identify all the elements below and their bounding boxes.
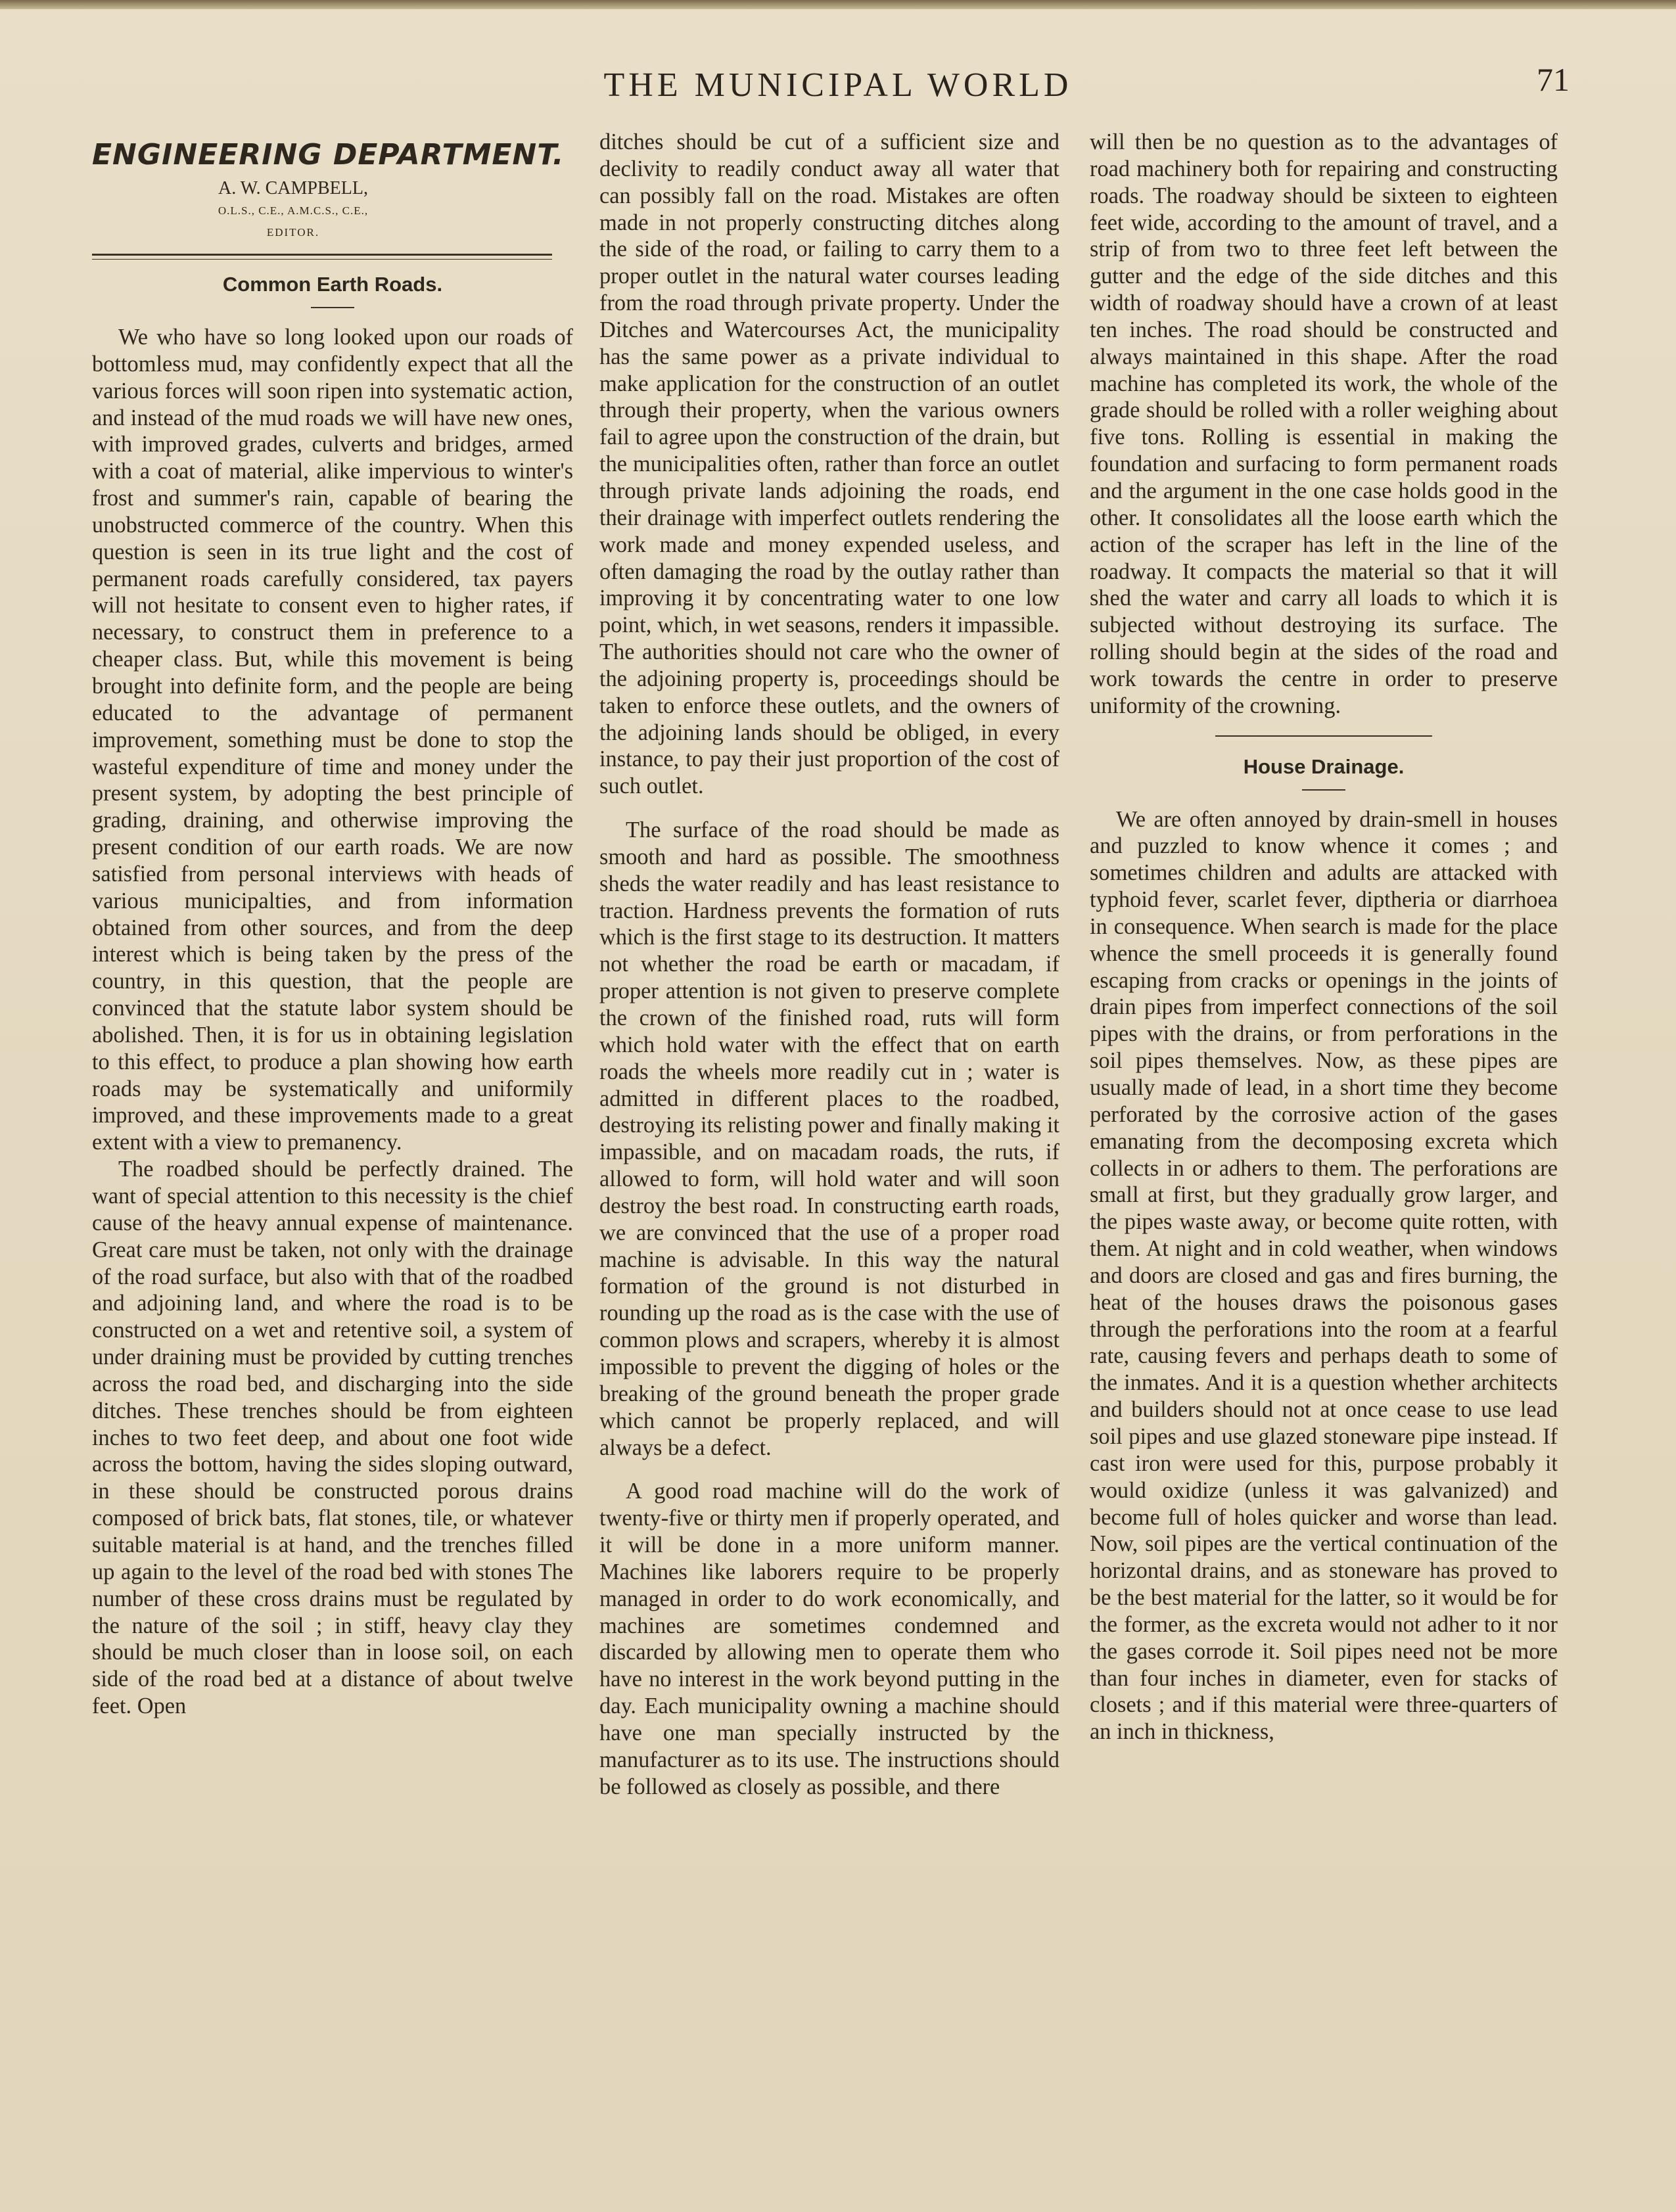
paragraph: will then be no question as to the advantages of road machinery both for repairing and constructing roads. The roadway should be sixteen to eighteen feet wide, according to the amount of travel, and a strip of from two to three feet left between the gutter and the edge of the side ditches and this width of roadway should have a crown of at least ten inches. The road should be constructed and always maintained in this shape. After the road machine has completed its work, the whole of the grade should be rolled with a roller weighing about five tons. Rolling is essential in making the foundation and surfacing to form permanent roads and the argument in the one case holds good in the other. It consolidates all the loose earth which the action of the scraper has left in the line of the roadway. It compacts the material so that it will shed the water and carry all loads to which it is subjected without destroying its surface. The rolling should begin at the sides of the road and work towards the centre in order to preserve uniformity of the crowning. [1090, 129, 1558, 718]
article-title-common-earth-roads: Common Earth Roads. [222, 273, 443, 296]
editor-credentials: O.L.S., C.E., A.M.C.S., C.E., [218, 204, 369, 217]
title-dash [311, 307, 354, 308]
column-2 [599, 129, 1059, 1800]
title-dash [1302, 789, 1345, 791]
running-head [0, 60, 1676, 113]
column-1 [92, 129, 573, 1720]
page-number: 71 [1537, 61, 1570, 98]
heading-divider [92, 254, 552, 260]
paragraph: We who have so long looked upon our roads of bottomless mud, may confidently expect that all the various forces will soon ripen into systematic action, and instead of the mud roads we will have new ones, with improved grades, culverts and bridges, armed with a coat of material, alike impervious to winter's frost and summer's rain, capable of bearing the unobstructed commerce of the country. When this question is seen in its true light and the cost of permanent roads carefully considered, tax payers will not hesitate to consent even to higher rates, if necessary, to construct them in preference to a cheaper class. But, while this movement is being brought into definite form, and the people are being educated to the advantage of permanent improvement, something must be done to stop the wasteful expenditure of time and money under the present system, by adopting the best principle of grading, draining, and otherwise improving the present condition of our earth roads. We are now satisfied from personal interviews with heads of various municipalties, and from information obtained from other sources, and from the deep interest which is being taken by the press of the country, in this question, that the people are convinced that the statute labor system should be abolished. Then, it is for us in obtaining legislation to this effect, to produce a plan showing how earth roads may be systematically and uniformily improved, and these improvements made to a great extent with a view to premanency. [92, 325, 573, 1155]
paragraph: The surface of the road should be made as smooth and hard as possible. The smoothness sheds the water readily and has least resistance to traction. Hardness prevents the formation of ruts which is the first stage to its destruction. It matters not whether the road be earth or macadam, if proper attention is not given to preserve complete the crown of the finished road, ruts will form which hold water with the effect that on earth roads the wheels more readily cut in ; water is admitted in different places to the roadbed, destroying its relisting power and finally making it impassible, and on macadam roads, the ruts, if allowed to form, will hold water and will soon destroy the best road. In constructing earth roads, we are convinced that the use of a proper road machine is advisable. In this way the natural formation of the ground is not disturbed in rounding up the road as is the case with the use of common plows and scrapers, whereby it is almost impossible to prevent the digging of holes or the breaking of the ground beneath the proper grade which cannot be properly replaced, and will always be a defect. [599, 818, 1059, 1460]
journal-title: THE MUNICIPAL WORLD [603, 66, 1073, 104]
column-3 [1090, 129, 1558, 1745]
paragraph: ditches should be cut of a sufficient size and declivity to readily conduct away all water that can possibly fall on the road. Mistakes are often made in not properly constructing ditches along the side of the road, or failing to carry them to a proper outlet in the natural water courses leading from the road through private property. Under the Ditches and Watercourses Act, the municipality has the same power as a private individual to make application for the construction of an outlet through their property, when the various owners fail to agree upon the construction of the drain, but the municipalities often, rather than force an outlet through private lands adjoining the roads, end their drainage with imperfect outlets rendering the work made and money expended useless, and often damaging the road by the outlay rather than improving it by concentrating water to one low point, which, in wet seasons, renders it impassible. The authorities should not care who the owner of the adjoining property is, proceedings should be taken to enforce these outlets, and the owners of the adjoining lands should be obliged, in every instance, to pay their just proportion of the cost of such outlet. [599, 129, 1059, 799]
article-title-house-drainage: House Drainage. [1243, 754, 1405, 778]
editor-name: A. W. CAMPBELL, [218, 178, 368, 198]
paragraph: We are often annoyed by drain-smell in houses and puzzled to know whence it comes ; and sometimes children and adults are attacked with typhoid fever, scarlet fever, diptheria or diarrhoea in consequence. When search is made for the place whence the smell proceeds it is generally found escaping from cracks or openings in the joints of drain pipes from imperfect connections of the soil pipes with the drains, or from perforations in the soil pipes themselves. Now, as these pipes are usually made of lead, in a short time they become perforated by the corrosive action of the gases emanating from the decomposing excreta which collects in or adhers to them. The perforations are small at first, but they gradually grow larger, and the pipes waste away, or become quite rotten, with them. At night and in cold weather, when windows and doors are closed and gas and fires burning, the heat of the houses draws the poisonous gases through the perforations into the room at a fearful rate, causing fevers and perhaps death to some of the inmates. And it is a question whether architects and builders should not at once cease to use lead soil pipes and use glazed stoneware pipe instead. If cast iron were used for this, purpose probably it would oxidize (unless it was galvanized) and become full of holes quicker and worse than lead. Now, soil pipes are the vertical continuation of the horizontal drains, and as stoneware has proved to be the best material for the latter, so it would be for the former, as the excreta would not adher to it nor the gases corrode it. Soil pipes need not be more than four inches in diameter, even for stacks of closets ; and if this material were three-quarters of an inch in thickness, [1090, 806, 1558, 1745]
page-top-edge [0, 0, 1676, 9]
section-divider [1215, 735, 1432, 737]
paragraph: A good road machine will do the work of twenty-five or thirty men if properly operated, and it will be done in a more uniform manner. Machines like laborers require to be properly managed in order to do work economically, and machines are sometimes condemned and discarded by allowing men to operate them who have no interest in the work beyond putting in the day. Each municipality owning a machine should have one man specially instructed by the manufacturer as to its use. The instructions should be followed as closely as possible, and there [599, 1479, 1059, 1799]
paragraph: The roadbed should be perfectly drained. The want of special attention to this necessity is the chief cause of the heavy annual expense of maintenance. Great care must be taken, not only with the drainage of the road surface, but also with that of the roadbed and adjoining land, and where the road is to be constructed on a wet and retentive soil, a system of under draining must be provided by cutting trenches across the road bed, and discharging into the side ditches. These trenches should be from eighteen inches to two feet deep, and about one foot wide across the bottom, having the sides sloping outward, in these should be constructed porous drains composed of brick bats, flat stones, tile, or whatever suitable material is at hand, and the trenches filled up again to the level of the road bed with stones The number of these cross drains must be regulated by the nature of the soil ; in stiff, heavy clay they should be much closer than in loose soil, on each side of the road bed at a distance of about twelve feet. Open [92, 1157, 573, 1719]
department-heading: ENGINEERING DEPARTMENT. [92, 138, 565, 172]
editor-role: EDITOR. [266, 226, 320, 239]
